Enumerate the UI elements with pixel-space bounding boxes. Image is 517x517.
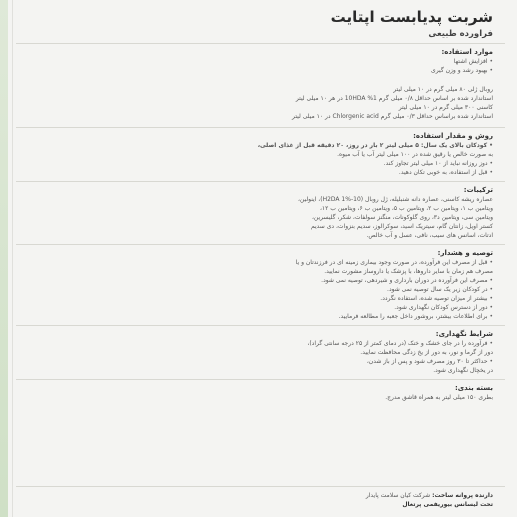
warnings-line: • برای اطلاعات بیشتر، بروشور داخل جعبه را مطالعه فرمایید.	[16, 312, 493, 321]
ingredients-line: عصاره ریشه کاسنی، عصاره دانه شنبلیله، ژل روبال (10-H2DA 1%)، اینولین،	[298, 196, 493, 203]
dosage-heading: روش و مقدار استفاده:	[413, 132, 493, 140]
warnings-heading: توصیه و هشدار:	[437, 249, 493, 257]
storage-line: در یخچال نگهداری شود.	[433, 367, 493, 374]
dosage-section	[16, 132, 505, 177]
ingredients-line: ادتات، اسانس های سیب، نافی، عسل و آب خالص.	[366, 232, 493, 239]
storage-line: • حداکثر تا ۳۰ روز مصرف شود و پس از باز شدن،	[16, 357, 493, 366]
divider	[16, 43, 505, 44]
license-section	[16, 486, 505, 517]
license-heading: دارنده پروانه ساخت:	[432, 492, 493, 499]
divider	[16, 379, 505, 380]
license-under: تحت لیسانس بیوریفمی پرتغال	[402, 501, 493, 508]
ingredients-heading: ترکیبات:	[463, 186, 493, 194]
package-line: بطری ۱۵۰ میلی لیتر به همراه قاشق مدرج.	[385, 394, 493, 401]
warnings-line: مصرف هم زمان با سایر داروها، با پزشک یا داروساز مشورت نمایید.	[324, 268, 493, 275]
uses-item: • افزایش اشتها	[16, 57, 493, 66]
storage-section	[16, 330, 505, 375]
storage-line: دور از گرما و نور، به دور از یخ زدگی محافظت نمایید.	[360, 349, 493, 356]
fold-line	[12, 0, 13, 517]
composition-line: روبال ژلی ۸۰ میلی گرم در ۱۰ میلی لیتر	[393, 86, 493, 93]
dosage-line: • دوز روزانه نباید از ۱۰ میلی لیتر تجاوز کند.	[16, 159, 493, 168]
divider	[16, 181, 505, 182]
product-subtitle: فراورده طبیعی	[428, 29, 493, 39]
divider	[16, 127, 505, 128]
composition-line: کاسنی ۳۰۰ میلی گرم در ۱۰ میلی لیتر	[398, 104, 493, 111]
composition-line: استاندارد شده براساس حداقل ۰/۳ میلی گرم Chlorgenic acid در ۱۰ میلی لیتر	[292, 113, 493, 120]
package-heading: بسته بندی:	[454, 384, 493, 392]
ingredients-line: کستر اویل، زانتان گام، سیتریک اسید، سوکرالوز، سدیم بنزوات، دی سدیم	[310, 223, 493, 230]
dosage-line: • قبل از استفاده، به خوبی تکان دهید.	[16, 168, 493, 177]
warnings-line: • بیشتر از میزان توصیه شده، استفاده نگردد.	[16, 294, 493, 303]
uses-section	[16, 48, 505, 75]
package-section	[16, 384, 505, 402]
warnings-line: • در کودکان زیر یک سال توصیه نمی شود.	[16, 285, 493, 294]
ingredients-line: ویتامین ب ۱، ویتامین ب ۲، ویتامین ب ۵، ویتامین ب ۶، ویتامین ب ۱۲،	[319, 205, 493, 212]
leaflet-content	[16, 6, 505, 517]
product-title: شربت پدیابست اپتایت	[330, 8, 493, 26]
dosage-line: به صورت خالص یا رقیق شده در ۱۰۰ میلی لیتر آب یا آب میوه.	[337, 151, 493, 158]
composition-note-section	[16, 85, 505, 121]
warnings-line: • دور از دسترس کودکان نگهداری شود.	[16, 303, 493, 312]
ingredients-line: ویتامین سی، ویتامین د۳، روی گلوکونات، منگنز سولفات، شکر، گلیسرین،	[312, 214, 493, 221]
warnings-line: • مصرف این فرآورده در دوران بارداری و شیردهی، توصیه نمی شود.	[16, 276, 493, 285]
uses-heading: موارد استفاده:	[441, 48, 493, 56]
divider	[16, 325, 505, 326]
license-holder: شرکت کیان سلامت پایدار	[365, 492, 431, 499]
dosage-line: • کودکان بالای یک سال: ۵ میلی لیتر ۲ بار در روز، ۲۰ دقیقه قبل از غذای اصلی،	[16, 141, 493, 150]
green-side-bar	[0, 0, 8, 517]
storage-heading: شرایط نگهداری:	[435, 330, 493, 338]
warnings-line: • قبل از مصرف این فرآورده، در صورت وجود بیماری زمینه ای در فرزندتان و یا	[16, 258, 493, 267]
uses-item: • بهبود رشد و وزن گیری	[16, 66, 493, 75]
ingredients-section	[16, 186, 505, 240]
divider	[16, 244, 505, 245]
composition-line: استاندارد شده بر اساس حداقل ۰/۸ میلی گرم 10HDA %1 در هر ۱۰ میلی لیتر	[295, 95, 493, 102]
warnings-section	[16, 249, 505, 321]
storage-line: • فرآورده را در جای خشک و خنک (در دمای کمتر از ۲۵ درجه سانتی گراد)،	[16, 339, 493, 348]
